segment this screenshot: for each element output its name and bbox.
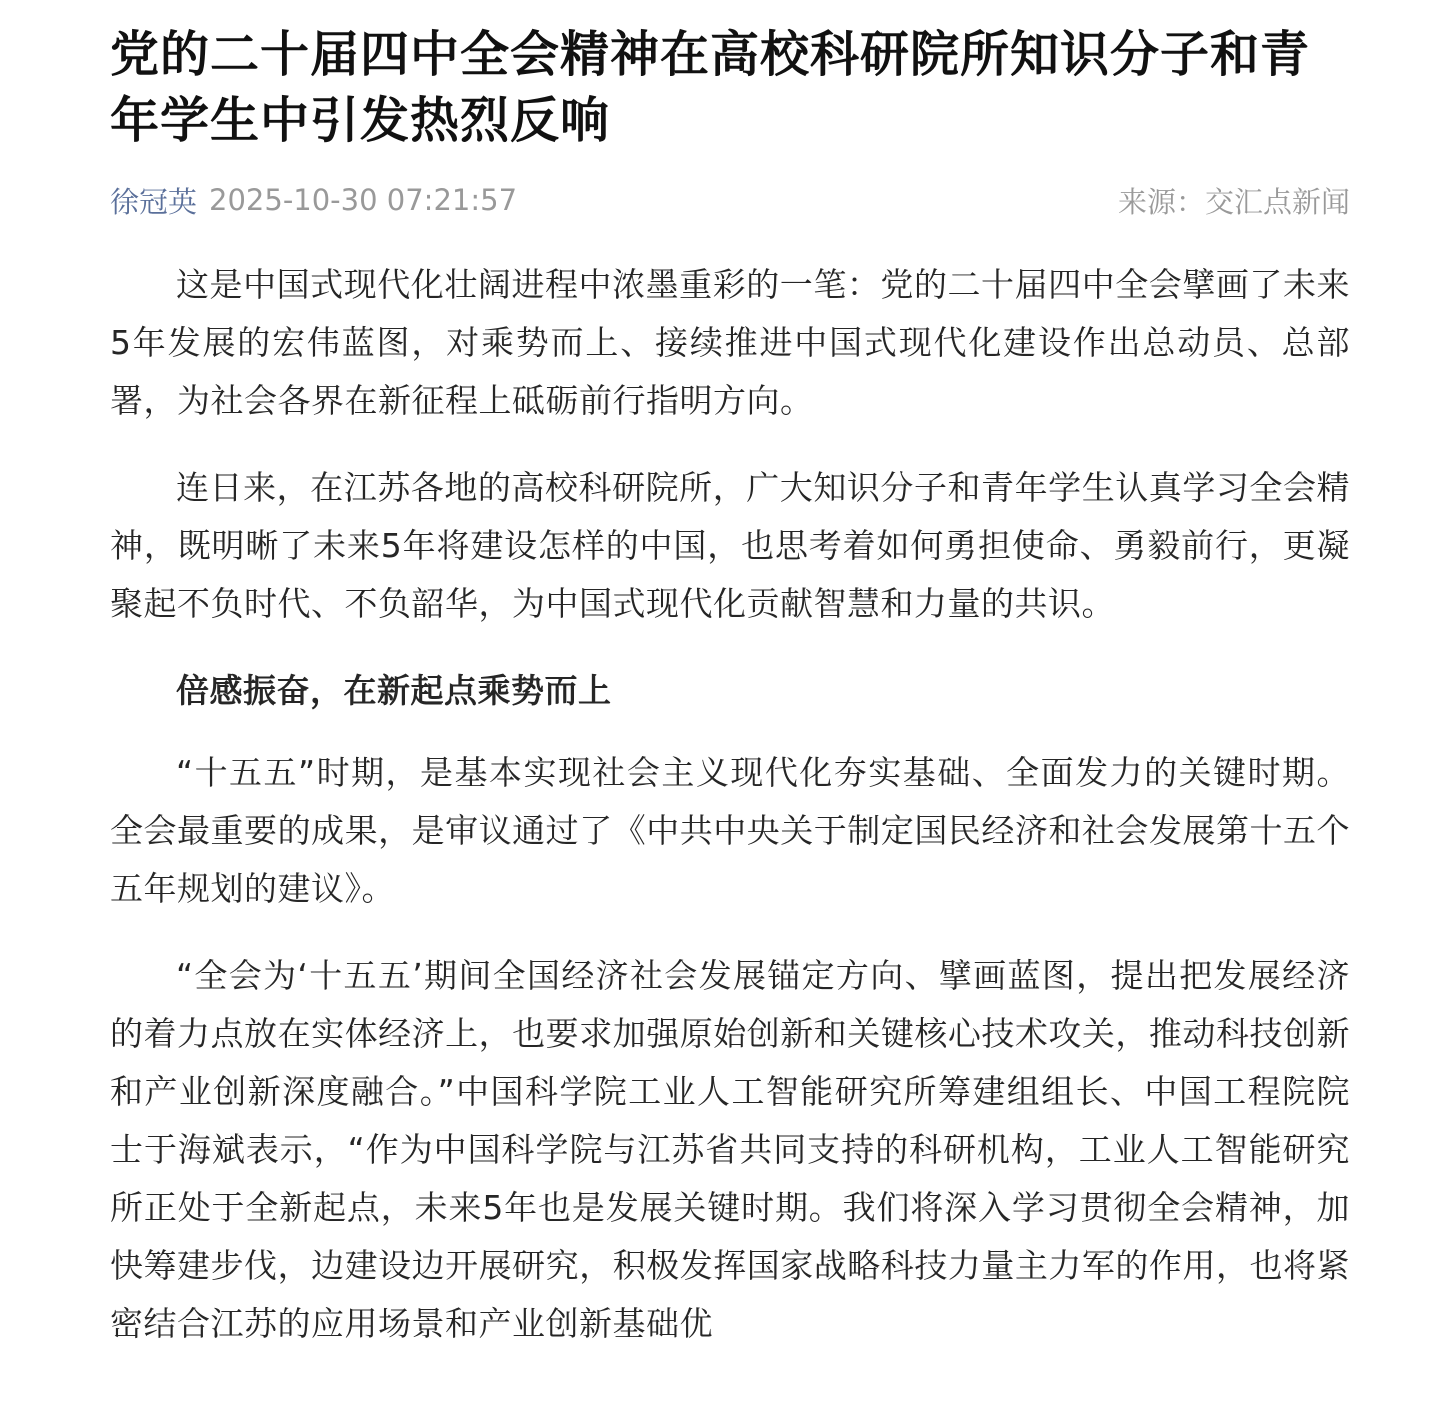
publish-datetime: 2025-10-30 07:21:57 (209, 183, 518, 217)
article-title: 党的二十届四中全会精神在高校科研院所知识分子和青年学生中引发热烈反响 (110, 26, 1311, 149)
paragraph-1: 这是中国式现代化壮阔进程中浓墨重彩的一笔：党的二十届四中全会擘画了未来5年发展的宏伟蓝图，对乘势而上、接续推进中国式现代化建设作出总动员、总部署，为社会各界在新征程上砥砺前行指明方向。 (110, 265, 1350, 420)
section-heading: 倍感振奋，在新起点乘势而上 (176, 671, 612, 710)
paragraph-3: “十五五”时期，是基本实现社会主义现代化夯实基础、全面发力的关键时期。全会最重要的成果，是审议通过了《中共中央关于制定国民经济和社会发展第十五个五年规划的建议》。 (110, 753, 1350, 908)
article-source: 来源：交汇点新闻 (1117, 184, 1350, 219)
article-body (110, 256, 1350, 1353)
paragraph-2: 连日来，在江苏各地的高校科研院所，广大知识分子和青年学生认真学习全会精神，既明晰了未来5年将建设怎样的中国，也思考着如何勇担使命、勇毅前行，更凝聚起不负时代、不负韶华，为中国式现代化贡献智慧和力量的共识。 (110, 468, 1350, 623)
meta-left (110, 180, 517, 221)
paragraph-4: “全会为‘十五五’期间全国经济社会发展锚定方向、擘画蓝图，提出把发展经济的着力点放在实体经济上，也要求加强原始创新和关键核心技术攻关，推动科技创新和产业创新深度融合。”中国科学院工业人工智能研究所筹建组组长、中国工程院院士于海斌表示，“作为中国科学院与江苏省共同支持的科研机构，工业人工智能研究所正处于全新起点，未来5年也是发展关键时期。我们将深入学习贯彻全会精神，加快筹建步伐，边建设边开展研究，积极发挥国家战略科技力量主力军的作用，也将紧密结合江苏的应用场景和产业创新基础优 (110, 956, 1350, 1343)
article (110, 22, 1350, 1382)
article-meta (110, 180, 1350, 220)
author-link[interactable]: 徐冠英 (110, 184, 198, 219)
